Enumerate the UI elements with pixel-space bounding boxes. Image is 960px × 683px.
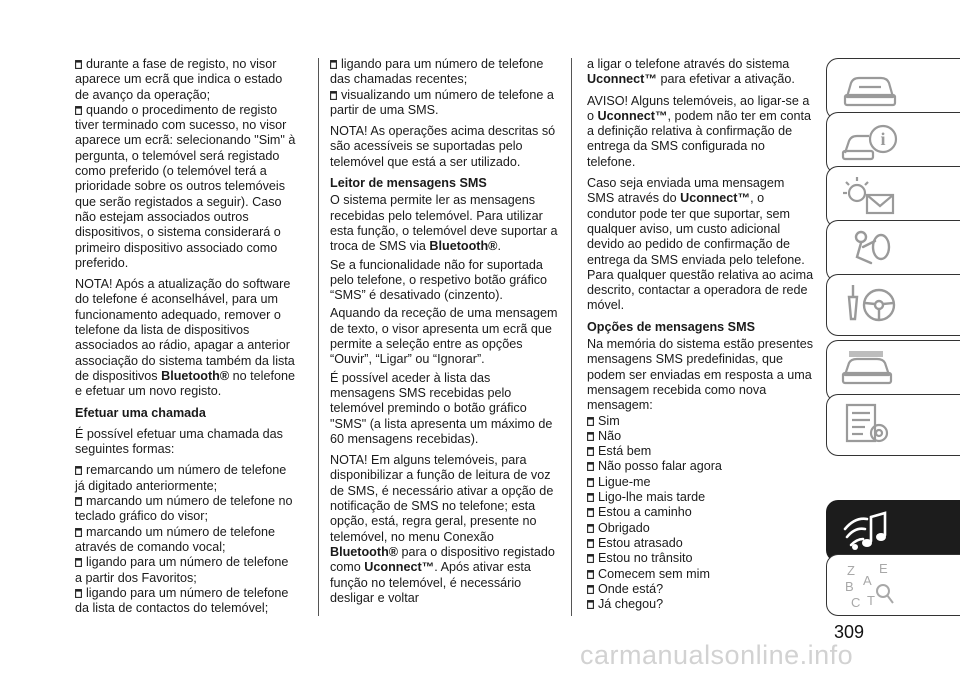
watermark: carmanualsonline.info — [580, 640, 854, 670]
column-divider — [571, 58, 572, 616]
paragraph: Caso seja enviada uma mensagem SMS através do Uconnect™, o condutor pode ter que suportar, sem qualquer aviso, um custo adicional devido ao pedido de confirmação de entrega da SMS enviada pelo telefone. Para qualquer questão relativa ao acima descrito, contactar a operadora de rede móvel. — [587, 176, 814, 313]
bullet-icon — [75, 558, 82, 567]
page-number: 309 — [833, 622, 865, 642]
list-item: Ligo-lhe mais tarde — [587, 490, 815, 505]
svg-text:E: E — [879, 561, 888, 576]
svg-text:A: A — [863, 573, 872, 588]
section-heading: Efetuar uma chamada — [75, 405, 206, 420]
list-item: Está bem — [587, 444, 815, 459]
list-item: Não — [587, 429, 815, 444]
svg-text:C: C — [851, 595, 861, 610]
svg-text:i: i — [880, 129, 886, 149]
note-paragraph: NOTA! As operações acima descritas só são acessíveis se suportadas pelo telemóvel que está a ser utilizado. — [330, 124, 556, 169]
paragraph: Aquando da receção de uma mensagem de texto, o visor apresenta um ecrã que permite a seleção entre as opções “Ouvir”, “Ligar” ou “Ignorar”. — [330, 306, 558, 367]
bullet-icon — [587, 493, 594, 502]
list-item: Estou a caminho — [587, 505, 815, 520]
list-item: visualizando um número de telefone a partir de uma SMS. — [330, 87, 554, 117]
list-item: Sim — [587, 414, 815, 429]
car-icon — [841, 65, 903, 113]
warning-light-mail-icon — [841, 173, 903, 221]
column-3 — [587, 57, 815, 612]
list-item: Onde está? — [587, 582, 815, 597]
svg-text:Z: Z — [847, 563, 855, 578]
paragraph: a ligar o telefone através do sistema Uconnect™ para efetivar a ativação. — [587, 57, 795, 87]
bullet-icon — [75, 528, 82, 537]
list-item: ligando para um número de telefone das chamadas recentes; — [330, 57, 544, 87]
warning-paragraph: AVISO! Alguns telemóveis, ao ligar-se a o Uconnect™, podem não ter em conta a definição relativa à confirmação de entrega da SMS configurada no telefone. — [587, 93, 812, 169]
list-item: Estou no trânsito — [587, 551, 815, 566]
paragraph: O sistema permite ler as mensagens recebidas pelo telemóvel. Para utilizar esta função, o telemóvel deve suportar a troca de SMS via Bluetooth®. — [330, 193, 558, 254]
bullet-icon — [587, 432, 594, 441]
column-2 — [330, 57, 558, 606]
bullet-icon — [587, 462, 594, 471]
bullet-icon — [75, 466, 82, 475]
bullet-icon — [330, 60, 337, 69]
tab-index[interactable] — [826, 554, 960, 616]
tab-service[interactable] — [826, 340, 960, 402]
list-item: ligando para um número de telefone da lista de contactos do telemóvel; — [75, 585, 289, 616]
intro-paragraph: É possível efetuar uma chamada das seguintes formas: — [75, 426, 283, 457]
bullet-icon — [587, 539, 594, 548]
svg-text:T: T — [867, 593, 875, 608]
list-item: Não posso falar agora — [587, 459, 815, 474]
bullet-icon — [587, 554, 594, 563]
list-item: marcando um número de telefone através de comando vocal; — [75, 524, 276, 554]
list-item: Comecem sem mim — [587, 567, 815, 582]
airbag-person-icon — [841, 227, 903, 275]
list-item: Já chegou? — [587, 597, 815, 612]
list-item: Ligue-me — [587, 475, 815, 490]
bullet-icon — [75, 60, 82, 69]
tab-car[interactable] — [826, 58, 960, 120]
sms-options-list — [587, 414, 815, 613]
list-item: marcando um número de telefone no teclado gráfico do visor; — [75, 494, 293, 524]
bullet-icon — [587, 600, 594, 609]
bullet-icon — [75, 106, 82, 115]
car-service-icon — [841, 347, 903, 395]
list-settings-icon — [841, 401, 903, 449]
list-item: Estou atrasado — [587, 536, 815, 551]
bullet-icon — [587, 478, 594, 487]
list-item: durante a fase de registo, no visor aparece um ecrã que indica o estado de avanço da operação; — [75, 57, 283, 102]
bullet-icon — [330, 91, 337, 100]
bullet-icon — [587, 585, 594, 594]
multimedia-note-icon — [841, 507, 903, 555]
list-item: Obrigado — [587, 521, 815, 536]
bullet-icon — [75, 497, 82, 506]
bullet-icon — [587, 570, 594, 579]
tab-multimedia[interactable] — [826, 500, 960, 562]
svg-text:B: B — [845, 579, 854, 594]
tab-technical[interactable] — [826, 394, 960, 456]
note-paragraph: NOTA! Em alguns telemóveis, para disponibilizar a função de leitura de voz de SMS, é necessário ativar a opção de notificação de SMS no telefone; esta opção, está, regra geral, presente no telemóvel, no menu Conexão Bluetooth® para o dispositivo registado como Uconnect™. Após ativar esta função no telemóvel, é necessário desligar e voltar — [330, 453, 555, 605]
paragraph: É possível aceder à lista das mensagens SMS recebidas pelo telemóvel premindo o botão gráfico "SMS" (a lista apresenta um máximo de 60 mensagens recebidas). — [330, 370, 553, 446]
list-item: remarcando um número de telefone já digitado anteriormente; — [75, 463, 287, 493]
section-heading: Opções de mensagens SMS — [587, 319, 755, 334]
bullet-icon — [75, 589, 82, 598]
bullet-icon — [587, 524, 594, 533]
column-divider — [318, 58, 319, 616]
column-1 — [75, 57, 297, 616]
bullet-icon — [587, 508, 594, 517]
tab-starting[interactable] — [826, 274, 960, 336]
list-item: ligando para um número de telefone a partir dos Favoritos; — [75, 555, 289, 585]
tab-info[interactable] — [826, 112, 960, 174]
note-paragraph: NOTA! Após a atualização do software do telefone é aconselhável, para um funcionamento adequado, remover o telefone da lista de dispositivos associados ao rádio, apagar a anterior associação do sistema também da lista de dispositivos Bluetooth® no telefone e efetuar um novo registo. — [75, 277, 295, 399]
bullet-icon — [587, 447, 594, 456]
section-heading: Leitor de mensagens SMS — [330, 176, 487, 191]
tab-warnings[interactable] — [826, 166, 960, 228]
list-item: quando o procedimento de registo tiver terminado com sucesso, no visor aparece um ecrã: selecionando "Sim" à pergunta, o telemóvel será registado como preferido (o telemóvel terá a prioridade sobre os outros telemóveis que serão registados a seguir). Caso não estejam associados outros dispositivos, o sistema considerará o primeiro dispositivo associado como preferido. — [75, 102, 296, 270]
steering-wrench-icon — [841, 281, 903, 329]
alphabet-index-icon — [841, 561, 903, 613]
paragraph: Se a funcionalidade não for suportada pelo telefone, o respetivo botão gráfico “SMS” é desativado (cinzento). — [330, 257, 548, 303]
info-car-icon — [841, 119, 903, 167]
bullet-icon — [587, 417, 594, 426]
paragraph: Na memória do sistema estão presentes mensagens SMS predefinidas, que podem ser enviadas em resposta a uma mensagem recebida como nova mensagem: — [587, 337, 814, 413]
tab-safety[interactable] — [826, 220, 960, 282]
